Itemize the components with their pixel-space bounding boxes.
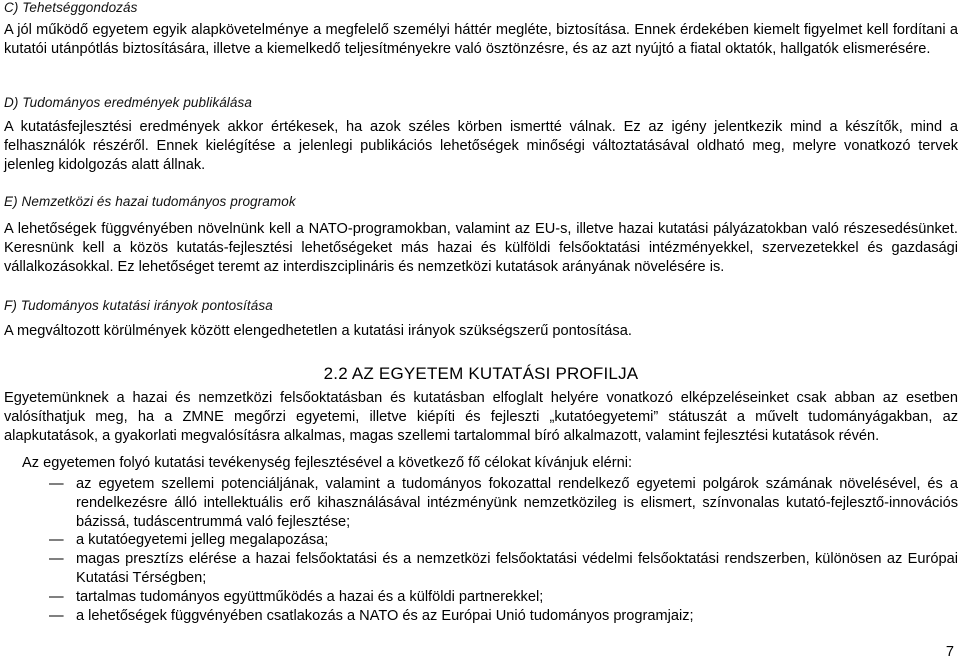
profile-title: 2.2 AZ EGYETEM KUTATÁSI PROFILJA — [323, 364, 639, 383]
section-e-heading: E) Nemzetközi és hazai tudományos programok — [4, 194, 296, 209]
list-item-text: az egyetem szellemi potenciáljának, valamint a tudományos fokozattal rendelkező egyetemi polgárok számának növelésével, és a rendelkezésre álló intellektuális erő kihasználásával intézményünk nemzetközileg is elismert, színvonalas kutató-fejlesztő-innovációs bázissá, tudáscentrummá való fejlesztése; — [76, 476, 958, 530]
list-item-text: a lehetőségek függvényében csatlakozás a NATO és az Európai Unió tudományos programjaiz; — [76, 607, 694, 624]
section-c-heading: C) Tehetséggondozás — [4, 0, 138, 15]
dash-bullet-icon: — — [49, 532, 64, 549]
section-c-paragraph: A jól működő egyetem egyik alapkövetelménye a megfelelő személyi háttér megléte, biztosítása. Ennek érdekében kiemelt figyelmet kell fordítani a kutatói utánpótlás biztosítására, illetve a kiemelkedő teljesítményekre való ösztönzésre, és az azt nyújtó a fiatal oktatók, hallgatók elismerésére. — [4, 22, 958, 57]
profile-lead-paragraph: Az egyetemen folyó kutatási tevékenység fejlesztésével a következő fő célokat kívánjuk elérni: — [22, 455, 633, 471]
section-f-heading: F) Tudományos kutatási irányok pontosítása — [4, 298, 273, 313]
list-item — [4, 531, 958, 550]
list-item-text: a kutatóegyetemi jelleg megalapozása; — [76, 532, 329, 549]
list-item — [4, 588, 958, 607]
section-d-heading: D) Tudományos eredmények publikálása — [4, 95, 252, 110]
section-f-paragraph: A megváltozott körülmények között elengedhetetlen a kutatási irányok szükségszerű pontosítása. — [4, 323, 632, 339]
section-d-paragraph: A kutatásfejlesztési eredmények akkor értékesek, ha azok széles körben ismertté válnak. Ez az igény jelentkezik mind a készítők, mind a felhasználók részéről. Ennek kielégítése a jelenlegi publikációs lehetőségek minőségi változtatásával oldható meg, melyre vonatkozó tervek jelenleg kidolgozás alatt állnak. — [4, 119, 958, 173]
page-number: 7 — [945, 644, 954, 660]
section-e-paragraph: A lehetőségek függvényében növelnünk kell a NATO-programokban, valamint az EU-s, illetve hazai kutatási pályázatokban való részesedésünket. Keresnünk kell a közös kutatás-fejlesztési lehetőségeket más hazai és külföldi felsőoktatási intézményekkel, szervezetekkel és gazdasági vállalkozásokkal. Ez lehetőséget teremt az interdiszciplináris és nemzetközi kutatások arányának növelésére is. — [4, 221, 958, 275]
profile-intro-paragraph: Egyetemünknek a hazai és nemzetközi felsőoktatásban és kutatásban elfoglalt helyére vonatkozó elképzeléseinket csak abban az esetben valósíthatjuk meg, ha a ZMNE megőrzi egyetemi, illetve kiépíti és fejleszti „kutatóegyetemi” státuszát a művelt tudományágakban, az alapkutatások, a gyakorlati megvalósításra alkalmas, magas szellemi tartalommal bíró alkalmazott, valamint fejlesztési kutatások révén. — [4, 390, 958, 444]
list-item — [4, 607, 958, 626]
list-item — [4, 550, 958, 588]
list-item-text: magas presztízs elérése a hazai felsőoktatási és a nemzetközi felsőoktatási védelmi felsőoktatási rendszerben, különösen az Európai Kutatási Térségben; — [76, 551, 958, 586]
dash-bullet-icon: — — [49, 588, 64, 605]
list-item-text: tartalmas tudományos együttműködés a hazai és a külföldi partnerekkel; — [76, 588, 544, 605]
goals-list — [4, 475, 958, 625]
list-item — [4, 475, 958, 531]
dash-bullet-icon: — — [49, 551, 64, 568]
dash-bullet-icon: — — [49, 607, 64, 624]
dash-bullet-icon: — — [49, 476, 64, 492]
